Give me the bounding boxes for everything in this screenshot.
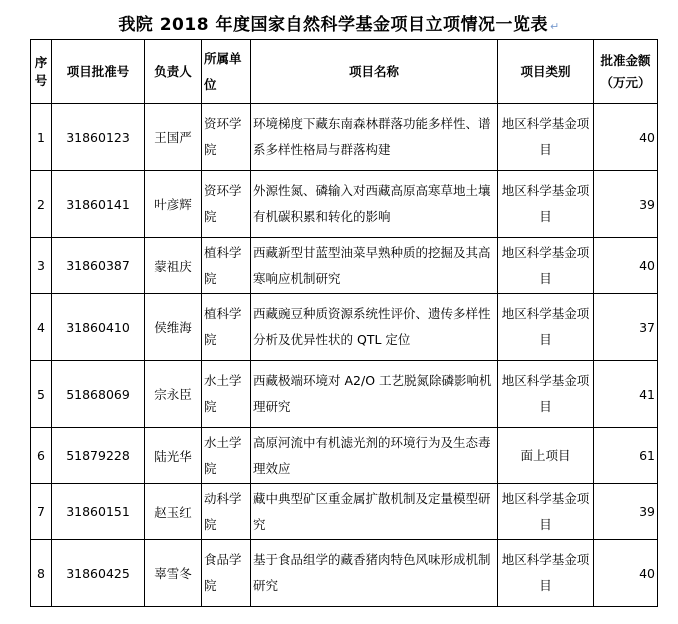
cell-type: 地区科学基金项目 — [498, 484, 594, 540]
cell-leader: 蒙祖庆 — [145, 238, 202, 294]
cell-type: 地区科学基金项目 — [498, 104, 594, 171]
table-row — [31, 484, 658, 540]
col-header-number: 项目批准号 — [52, 40, 145, 104]
cell-idx: 8 — [31, 540, 52, 607]
cell-title: 高原河流中有机滤光剂的环境行为及生态毒理效应 — [251, 428, 498, 484]
cell-number: 31860425 — [52, 540, 145, 607]
cell-amount: 41 — [594, 361, 658, 428]
cell-type: 地区科学基金项目 — [498, 361, 594, 428]
cell-leader: 宗永臣 — [145, 361, 202, 428]
col-header-type: 项目类别 — [498, 40, 594, 104]
cell-idx: 1 — [31, 104, 52, 171]
cell-type: 地区科学基金项目 — [498, 238, 594, 294]
table-row — [31, 171, 658, 238]
cell-title: 西藏新型甘蓝型油菜早熟种质的挖掘及其高寒响应机制研究 — [251, 238, 498, 294]
paragraph-mark-icon: ↵ — [549, 20, 560, 33]
cell-unit: 资环学院 — [202, 171, 251, 238]
table-header-row — [31, 40, 658, 104]
cell-leader: 辜雪冬 — [145, 540, 202, 607]
cell-title: 西藏极端环境对 A2/O 工艺脱氮除磷影响机理研究 — [251, 361, 498, 428]
cell-idx: 5 — [31, 361, 52, 428]
cell-idx: 6 — [31, 428, 52, 484]
cell-leader: 陆光华 — [145, 428, 202, 484]
cell-unit: 水土学院 — [202, 361, 251, 428]
cell-idx: 2 — [31, 171, 52, 238]
cell-unit: 动科学院 — [202, 484, 251, 540]
col-header-amount: 批准金额（万元） — [594, 40, 658, 104]
cell-amount: 40 — [594, 540, 658, 607]
cell-amount: 40 — [594, 104, 658, 171]
cell-number: 51868069 — [52, 361, 145, 428]
cell-title: 基于食品组学的藏香猪肉特色风味形成机制研究 — [251, 540, 498, 607]
cell-leader: 叶彦辉 — [145, 171, 202, 238]
cell-number: 31860141 — [52, 171, 145, 238]
table-row — [31, 104, 658, 171]
cell-type: 面上项目 — [498, 428, 594, 484]
cell-leader: 王国严 — [145, 104, 202, 171]
table-row — [31, 294, 658, 361]
cell-type: 地区科学基金项目 — [498, 540, 594, 607]
cell-leader: 侯维海 — [145, 294, 202, 361]
cell-unit: 水土学院 — [202, 428, 251, 484]
cell-number: 31860123 — [52, 104, 145, 171]
col-header-title: 项目名称 — [251, 40, 498, 104]
cell-unit: 食品学院 — [202, 540, 251, 607]
cell-amount: 37 — [594, 294, 658, 361]
table-row — [31, 238, 658, 294]
col-header-unit: 所属单位 — [202, 40, 251, 104]
table-row — [31, 540, 658, 607]
cell-leader: 赵玉红 — [145, 484, 202, 540]
cell-number: 51879228 — [52, 428, 145, 484]
col-header-leader: 负责人 — [145, 40, 202, 104]
cell-amount: 61 — [594, 428, 658, 484]
cell-idx: 3 — [31, 238, 52, 294]
cell-number: 31860151 — [52, 484, 145, 540]
cell-amount: 39 — [594, 484, 658, 540]
cell-unit: 资环学院 — [202, 104, 251, 171]
cell-title: 环境梯度下藏东南森林群落功能多样性、谱系多样性格局与群落构建 — [251, 104, 498, 171]
page-title — [0, 10, 678, 35]
cell-amount: 39 — [594, 171, 658, 238]
cell-title: 外源性氮、磷输入对西藏高原高寒草地土壤有机碳积累和转化的影响 — [251, 171, 498, 238]
cell-title: 藏中典型矿区重金属扩散机制及定量模型研究 — [251, 484, 498, 540]
cell-unit: 植科学院 — [202, 294, 251, 361]
project-table — [30, 39, 658, 607]
cell-number: 31860410 — [52, 294, 145, 361]
cell-number: 31860387 — [52, 238, 145, 294]
col-header-idx: 序号 — [31, 40, 52, 104]
cell-unit: 植科学院 — [202, 238, 251, 294]
cell-amount: 40 — [594, 238, 658, 294]
table-row — [31, 428, 658, 484]
cell-idx: 7 — [31, 484, 52, 540]
cell-type: 地区科学基金项目 — [498, 171, 594, 238]
cell-idx: 4 — [31, 294, 52, 361]
page-title-text: 我院 2018 年度国家自然科学基金项目立项情况一览表 — [118, 15, 548, 35]
table-row — [31, 361, 658, 428]
cell-type: 地区科学基金项目 — [498, 294, 594, 361]
cell-title: 西藏豌豆种质资源系统性评价、遗传多样性分析及优异性状的 QTL 定位 — [251, 294, 498, 361]
